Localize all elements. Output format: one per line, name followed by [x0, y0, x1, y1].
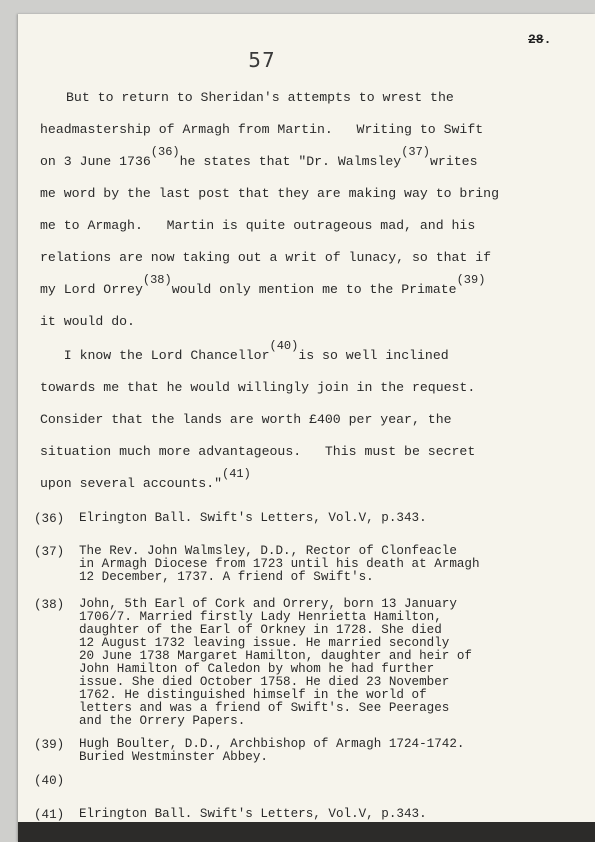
footnote-text: The Rev. John Walmsley, D.D., Rector of Clonfeacle in Armagh Diocese from 1723 until his death at Armagh 12 December, 1737. A friend of Swift's.: [79, 544, 480, 584]
footnote-marker: (37): [401, 145, 431, 159]
footnote-text: John, 5th Earl of Cork and Orrery, born 13 January 1706/7. Married firstly Lady Henrietta Hamilton, daughter of the Earl of Orkney in 1728. She died 12 August 1732 leaving issue. He married secondly 20 June 1738 Margaret Hamilton, daughter and heir of John Hamilton of Caledon by whom he had further issue. She died October 1758. He died 23 November 1762. He distinguished himself in the world of letters and was a friend of Swift's. See Peerages and the Orrery Papers.: [79, 597, 472, 728]
text-line: relations are now taking out a writ of lunacy, so that if: [40, 250, 492, 265]
footnote-marker: (38): [142, 273, 172, 287]
text-line: headmastership of Armagh from Martin. Writing to Swift: [40, 122, 484, 137]
footnote-marker: (39): [456, 273, 486, 287]
footnote-number: (40): [34, 774, 65, 788]
footnote-marker: (41): [222, 467, 251, 481]
footnote-marker: (40): [269, 339, 299, 353]
text-line: situation much more advantageous. This must be secret: [40, 444, 476, 459]
footnote-number: (37): [34, 545, 65, 559]
text-segment: writes: [430, 154, 478, 169]
text-segment: my Lord Orrey: [40, 282, 143, 297]
text-segment: would only mention me to the Primate: [171, 282, 457, 297]
text-line: [40, 273, 486, 297]
scan-edge: [18, 822, 595, 842]
text-line: [40, 467, 251, 491]
footnote-number: (36): [34, 512, 65, 526]
typed-page-number: [528, 32, 551, 47]
text-line: Consider that the lands are worth £400 per year, the: [40, 412, 452, 427]
handwritten-page-number: 57: [248, 48, 276, 72]
footnote-marker: (36): [150, 145, 180, 159]
text-segment: I know the Lord Chancellor: [40, 348, 270, 363]
text-segment: upon several accounts.": [40, 476, 223, 491]
footnote-number: (39): [34, 738, 65, 752]
text-line: towards me that he would willingly join in the request.: [40, 380, 476, 395]
text-segment: is so well inclined: [298, 348, 449, 363]
text-segment: he states that "Dr. Walmsley: [179, 154, 402, 169]
struck-page-number: 28: [528, 32, 544, 47]
text-line: But to return to Sheridan's attempts to wrest the: [66, 90, 454, 105]
footnote-text: Elrington Ball. Swift's Letters, Vol.V, p.343.: [79, 807, 427, 821]
text-line: me word by the last post that they are making way to bring: [40, 186, 499, 201]
text-line: it would do.: [40, 314, 135, 329]
text-line: [40, 145, 478, 169]
footnote-number: (38): [34, 598, 65, 612]
footnote-text: Elrington Ball. Swift's Letters, Vol.V, p.343.: [79, 511, 427, 525]
page-number-suffix: .: [543, 32, 552, 47]
footnote-text: Hugh Boulter, D.D., Archbishop of Armagh 1724-1742. Buried Westminster Abbey.: [79, 737, 465, 764]
text-line: [40, 339, 449, 363]
footnote-number: (41): [34, 808, 65, 822]
text-line: me to Armagh. Martin is quite outrageous mad, and his: [40, 218, 476, 233]
text-segment: on 3 June 1736: [40, 154, 151, 169]
